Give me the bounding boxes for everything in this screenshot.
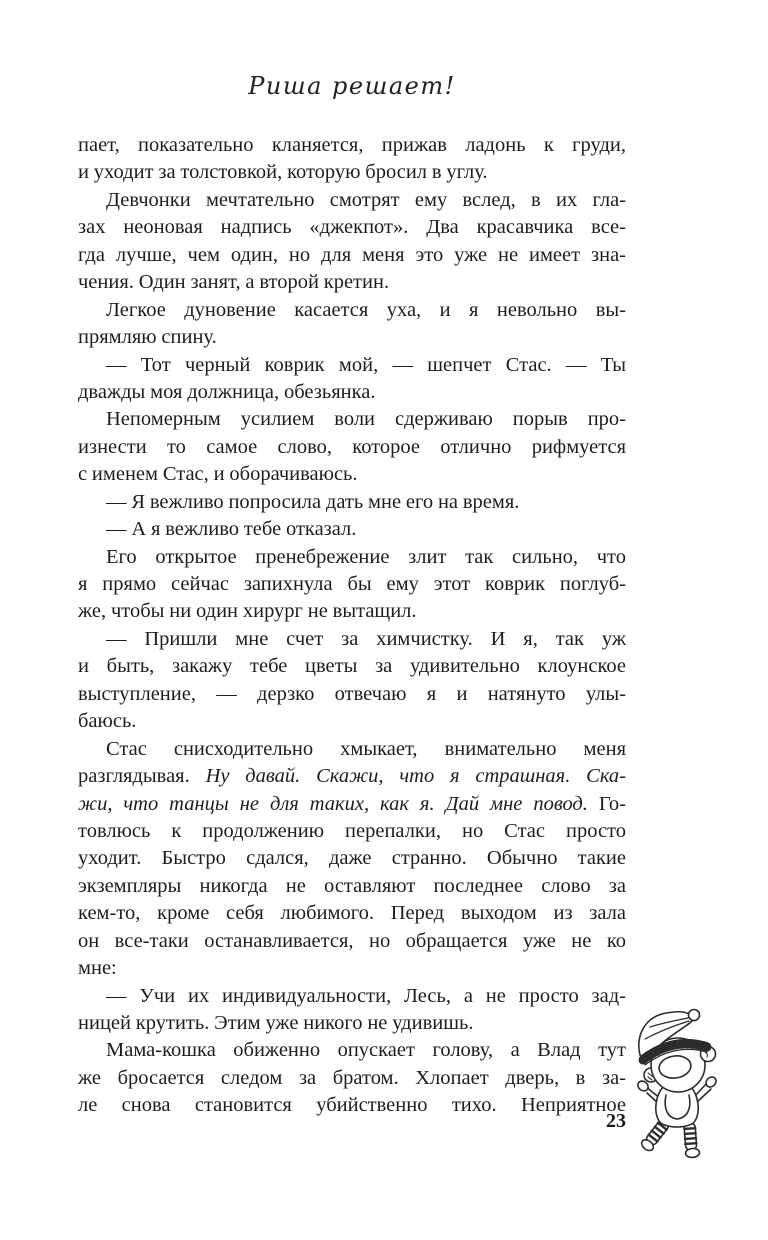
text-line: — А я вежливо тебе отказал. bbox=[106, 518, 357, 541]
text-line: чения. Один занят, а второй кретин. bbox=[78, 271, 390, 294]
text-line: изнести то самое слово, которое отлично рифмуется bbox=[78, 435, 626, 458]
text-line: Легкое дуновение касается уха, и я невольно вы- bbox=[106, 298, 626, 321]
text-line: Непомерным усилием воли сдерживаю порыв про- bbox=[106, 408, 626, 431]
text-line: кем-то, кроме себя любимого. Перед выходом из зала bbox=[78, 902, 626, 925]
text-line: — Тот черный коврик мой, — шепчет Стас. — Ты bbox=[106, 353, 626, 376]
text-line: с именем Стас, и оборачиваюсь. bbox=[78, 463, 358, 486]
text-line: же, чтобы ни один хирург не вытащил. bbox=[78, 600, 417, 623]
text-line: же бросается следом за братом. Хлопает дверь, в за- bbox=[78, 1066, 626, 1089]
text-line: прямляю спину. bbox=[78, 326, 217, 349]
body-text bbox=[78, 132, 626, 1120]
text-line: Стас снисходительно хмыкает, внимательно меня bbox=[106, 737, 626, 760]
text-line: выступление, — дерзко отвечаю я и натянуто улы- bbox=[78, 682, 626, 705]
text-line: Его открытое пренебрежение злит так сильно, что bbox=[106, 545, 626, 568]
text-line: и уходит за толстовкой, которую бросил в углу. bbox=[78, 161, 488, 184]
text-line: Мама-кошка обиженно опускает голову, а Влад тут bbox=[106, 1039, 626, 1062]
text-line: гда лучше, чем один, но для меня это уже не имеет зна- bbox=[78, 243, 626, 266]
text-line: баюсь. bbox=[78, 710, 137, 733]
text-line: я прямо сейчас запихнула бы ему этот коврик поглуб- bbox=[78, 573, 626, 595]
running-title: Риша решает! bbox=[248, 72, 456, 100]
text-line: пает, показательно кланяется, прижав ладонь к груди, bbox=[78, 134, 626, 156]
text-line: ницей крутить. Этим уже никого не удивишь. bbox=[78, 1012, 474, 1034]
text-line: товлюсь к продолжению перепалки, но Стас просто bbox=[78, 819, 626, 842]
text-line: зах неоновая надпись «джекпот». Два красавчика все- bbox=[78, 216, 626, 239]
text-line: он все-таки останавливается, но обращается уже не ко bbox=[78, 929, 626, 952]
text-line: уходит. Быстро сдался, даже странно. Обычно такие bbox=[78, 847, 626, 870]
page-number: 23 bbox=[606, 1110, 626, 1132]
text-line: — Учи их индивидуальности, Лесь, а не просто зад- bbox=[106, 984, 626, 1007]
text-line: Девчонки мечтательно смотрят ему вслед, в их гла- bbox=[106, 188, 626, 211]
doodle-baby-in-knit-hat-illustration bbox=[628, 1005, 728, 1160]
text-line: и быть, закажу тебе цветы за удивительно клоунское bbox=[78, 655, 626, 678]
text-line: жи, что танцы не для таких, как я. Дай мне повод. Го- bbox=[78, 792, 626, 815]
text-line: ле снова становится убийственно тихо. Неприятное bbox=[78, 1094, 626, 1117]
text-line: дважды моя должница, обезьянка. bbox=[78, 380, 376, 403]
text-line: — Я вежливо попросила дать мне его на время. bbox=[106, 490, 520, 513]
text-line: — Пришли мне счет за химчистку. И я, так уж bbox=[106, 627, 626, 650]
text-line: мне: bbox=[78, 957, 117, 980]
text-line: разглядывая. Ну давай. Скажи, что я страшная. Ска- bbox=[78, 765, 626, 788]
text-line: экземпляры никогда не оставляют последнее слово за bbox=[78, 874, 626, 897]
